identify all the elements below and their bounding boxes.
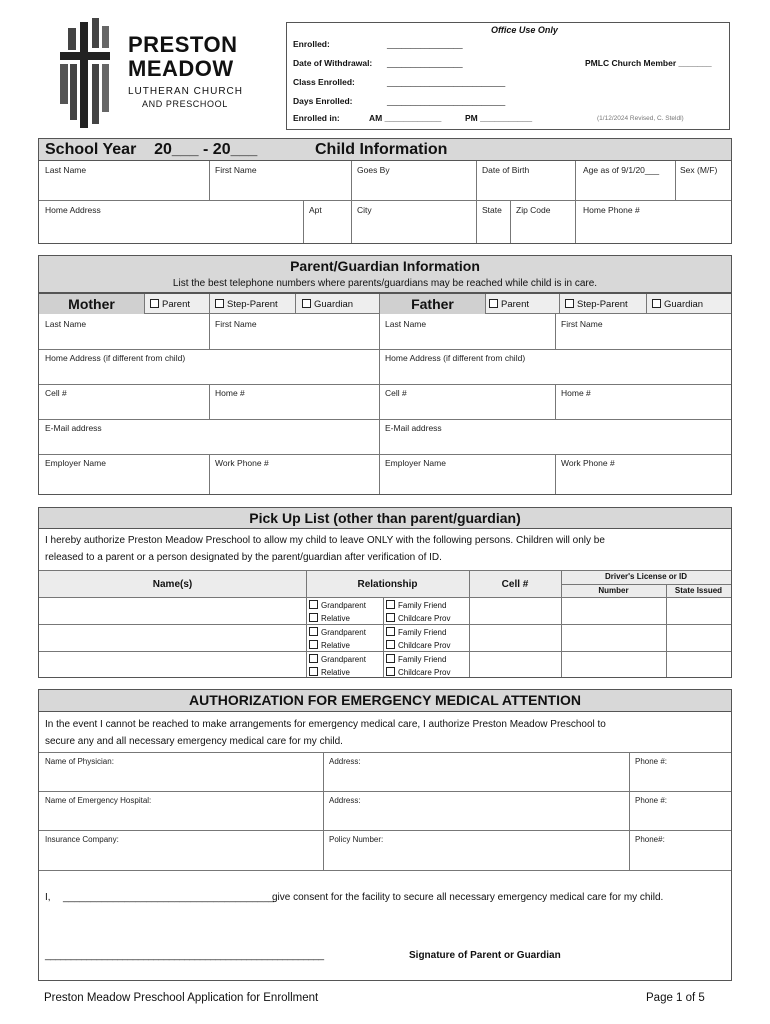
- father-first-name-field[interactable]: First Name: [561, 319, 603, 329]
- consent-text: give consent for the facility to secure all necessary emergency medical care for my child.: [272, 892, 664, 903]
- mother-cell-field[interactable]: Cell #: [45, 388, 67, 398]
- checkbox-icon: [386, 667, 395, 676]
- policy-field[interactable]: Policy Number:: [329, 835, 384, 844]
- logo: [56, 18, 256, 133]
- physician-field[interactable]: Name of Physician:: [45, 757, 114, 766]
- pickup-row-1-relationship-b: [386, 599, 450, 625]
- medical-text-2: secure any and all necessary emergency medical care for my child.: [45, 736, 343, 747]
- child-first-name-field[interactable]: First Name: [215, 165, 257, 175]
- consent-name-field[interactable]: ______________________________________: [63, 892, 275, 903]
- pickup-row-1-relationship: [309, 599, 366, 625]
- childcare-prov-checkbox[interactable]: Childcare Prov: [386, 612, 450, 625]
- checkbox-icon: [309, 654, 318, 663]
- mother-parent-checkbox[interactable]: [150, 299, 190, 310]
- family-friend-checkbox[interactable]: Family Friend: [386, 626, 450, 639]
- office-days-label: Days Enrolled:: [293, 96, 353, 106]
- office-class-label: Class Enrolled:: [293, 77, 355, 87]
- physician-address-field[interactable]: Address:: [329, 757, 361, 766]
- childcare-prov-checkbox[interactable]: Childcare Prov: [386, 639, 450, 652]
- mother-address-field[interactable]: Home Address (if different from child): [45, 353, 186, 363]
- child-info-title: Child Information: [315, 141, 448, 158]
- parent-title: Parent/Guardian Information: [290, 258, 480, 274]
- father-address-field[interactable]: Home Address (if different from child): [385, 353, 526, 363]
- office-withdrawal-label: Date of Withdrawal:: [293, 58, 373, 68]
- child-address-field[interactable]: Home Address: [45, 205, 101, 215]
- mother-label: Mother: [68, 296, 115, 312]
- hospital-phone-field[interactable]: Phone #:: [635, 796, 668, 805]
- pickup-row-3-relationship: [309, 653, 366, 679]
- relative-checkbox[interactable]: Relative: [309, 639, 366, 652]
- cross-logo-icon: [56, 18, 118, 130]
- checkbox-icon: [489, 299, 498, 308]
- father-parent-checkbox[interactable]: [489, 299, 529, 310]
- office-am-field[interactable]: AM ____________: [369, 113, 442, 123]
- grandparent-checkbox[interactable]: Grandparent: [309, 626, 366, 639]
- pickup-state-header: State Issued: [674, 586, 723, 595]
- child-zip-field[interactable]: Zip Code: [516, 205, 551, 215]
- father-label: Father: [411, 296, 454, 312]
- checkbox-icon: [309, 627, 318, 636]
- checkbox-icon: [309, 613, 318, 622]
- parent-subtitle: List the best telephone numbers where parents/guardians may be reached while child is in care.: [172, 278, 598, 289]
- medical-section: [38, 689, 732, 981]
- office-pmlc-field[interactable]: PMLC Church Member _______: [585, 58, 712, 68]
- grandparent-checkbox[interactable]: Grandparent: [309, 653, 366, 666]
- logo-line4: AND PRESCHOOL: [142, 99, 228, 109]
- mother-parent-label: Parent: [162, 299, 190, 310]
- page-number: Page 1 of 5: [646, 992, 705, 1004]
- pickup-row-2-relationship-b: [386, 626, 450, 652]
- grandparent-checkbox[interactable]: Grandparent: [309, 599, 366, 612]
- checkbox-icon: [150, 299, 159, 308]
- father-guardian-checkbox[interactable]: [652, 299, 703, 310]
- child-apt-field[interactable]: Apt: [309, 205, 322, 215]
- father-employer-field[interactable]: Employer Name: [385, 458, 446, 468]
- child-last-name-field[interactable]: Last Name: [45, 165, 87, 175]
- school-year[interactable]: School Year 20___ - 20___: [45, 141, 258, 158]
- pickup-relationship-header: Relationship: [357, 579, 418, 590]
- office-class-field[interactable]: _________________________: [387, 77, 506, 87]
- father-work-phone-field[interactable]: Work Phone #: [561, 458, 615, 468]
- checkbox-icon: [309, 667, 318, 676]
- checkbox-icon: [386, 654, 395, 663]
- child-goes-by-field[interactable]: Goes By: [357, 165, 390, 175]
- father-last-name-field[interactable]: Last Name: [385, 319, 427, 329]
- checkbox-icon: [215, 299, 224, 308]
- checkbox-icon: [309, 640, 318, 649]
- office-pm-field[interactable]: PM ___________: [465, 113, 533, 123]
- checkbox-icon: [386, 600, 395, 609]
- insurance-phone-field[interactable]: Phone#:: [635, 835, 665, 844]
- checkbox-icon: [302, 299, 311, 308]
- pickup-number-header: Number: [598, 586, 629, 595]
- signature-field[interactable]: ______________________________________________________: [45, 950, 324, 961]
- father-guardian-label: Guardian: [664, 299, 704, 310]
- child-sex-field[interactable]: Sex (M/F): [680, 165, 718, 175]
- pickup-text-1: I hereby authorize Preston Meadow Preschool to allow my child to leave ONLY with the following persons. Children will only be: [45, 535, 605, 546]
- child-age-field[interactable]: Age as of 9/1/20___: [583, 165, 660, 175]
- pickup-row-3-relationship-b: [386, 653, 450, 679]
- father-step-parent-checkbox[interactable]: [565, 299, 628, 310]
- relative-checkbox[interactable]: Relative: [309, 666, 366, 679]
- mother-step-parent-label: Step-Parent: [227, 299, 278, 310]
- father-parent-label: Parent: [501, 299, 529, 310]
- checkbox-icon: [565, 299, 574, 308]
- footer-title: Preston Meadow Preschool Application for Enrollment: [44, 992, 319, 1004]
- checkbox-icon: [386, 613, 395, 622]
- office-enrolled-label: Enrolled:: [293, 39, 330, 49]
- signature-label: Signature of Parent or Guardian: [409, 950, 561, 961]
- pickup-dl-header: Driver's License or ID: [605, 572, 687, 581]
- family-friend-checkbox[interactable]: Family Friend: [386, 599, 450, 612]
- logo-line1: PRESTON: [128, 32, 238, 57]
- child-city-field[interactable]: City: [357, 205, 372, 215]
- father-home-phone-field[interactable]: Home #: [561, 388, 591, 398]
- father-email-field[interactable]: E-Mail address: [385, 423, 442, 433]
- mother-guardian-checkbox[interactable]: [302, 299, 353, 310]
- mother-home-phone-field[interactable]: Home #: [215, 388, 245, 398]
- pickup-names-header: Name(s): [152, 579, 193, 590]
- mother-email-field[interactable]: E-Mail address: [45, 423, 102, 433]
- childcare-prov-checkbox[interactable]: Childcare Prov: [386, 666, 450, 679]
- insurance-field[interactable]: Insurance Company:: [45, 835, 119, 844]
- office-withdrawal-field[interactable]: ________________: [387, 58, 463, 68]
- child-info-section: [38, 138, 732, 244]
- checkbox-icon: [309, 600, 318, 609]
- physician-phone-field[interactable]: Phone #:: [635, 757, 668, 766]
- medical-title: AUTHORIZATION FOR EMERGENCY MEDICAL ATTENTION: [189, 692, 581, 708]
- child-state-field[interactable]: State: [482, 205, 502, 215]
- mother-guardian-label: Guardian: [314, 299, 354, 310]
- logo-line3: LUTHERAN CHURCH: [128, 86, 244, 97]
- office-title: Office Use Only: [491, 25, 558, 35]
- checkbox-icon: [386, 627, 395, 636]
- child-home-phone-field[interactable]: Home Phone #: [583, 205, 640, 215]
- father-step-parent-label: Step-Parent: [577, 299, 628, 310]
- relative-checkbox[interactable]: Relative: [309, 612, 366, 625]
- pickup-section: [38, 507, 732, 678]
- office-days-field[interactable]: _________________________: [387, 96, 506, 106]
- pickup-text-2: released to a parent or a person designated by the parent/guardian after verification of ID.: [45, 552, 442, 563]
- logo-line2: MEADOW: [128, 56, 234, 81]
- mother-step-parent-checkbox[interactable]: [215, 299, 278, 310]
- checkbox-icon: [652, 299, 661, 308]
- mother-last-name-field[interactable]: Last Name: [45, 319, 87, 329]
- pickup-cell-header: Cell #: [501, 579, 529, 590]
- father-cell-field[interactable]: Cell #: [385, 388, 407, 398]
- hospital-field[interactable]: Name of Emergency Hospital:: [45, 796, 152, 805]
- pickup-title: Pick Up List (other than parent/guardian): [249, 510, 521, 526]
- mother-work-phone-field[interactable]: Work Phone #: [215, 458, 269, 468]
- checkbox-icon: [386, 640, 395, 649]
- mother-employer-field[interactable]: Employer Name: [45, 458, 106, 468]
- office-enrolled-in-label: Enrolled in:: [293, 113, 340, 123]
- office-use-box: [286, 22, 730, 130]
- family-friend-checkbox[interactable]: Family Friend: [386, 653, 450, 666]
- pickup-row-2-relationship: [309, 626, 366, 652]
- office-revised: (1/12/2024 Revised, C. Steldl): [597, 115, 684, 122]
- hospital-address-field[interactable]: Address:: [329, 796, 361, 805]
- consent-i: I,: [45, 892, 51, 903]
- medical-text-1: In the event I cannot be reached to make arrangements for emergency medical care, I authorize Preston Meadow Preschool to: [45, 719, 606, 730]
- mother-first-name-field[interactable]: First Name: [215, 319, 257, 329]
- child-dob-field[interactable]: Date of Birth: [482, 165, 530, 175]
- office-enrolled-field[interactable]: ________________: [387, 39, 463, 49]
- parent-section: [38, 255, 732, 495]
